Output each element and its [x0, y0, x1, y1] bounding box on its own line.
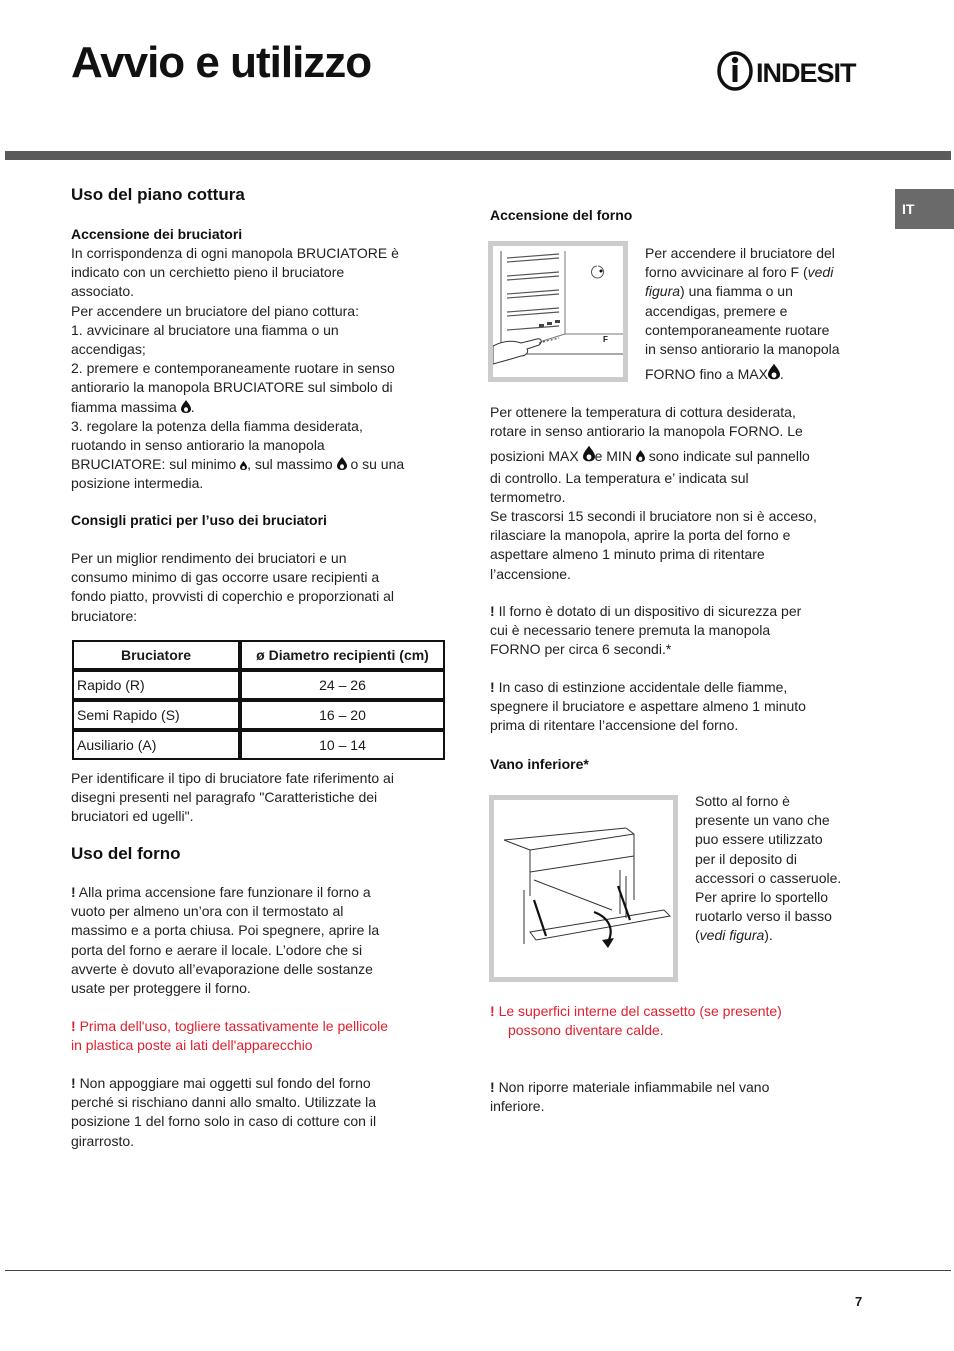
subheading-accensione-bruciatori: Accensione dei bruciatori — [71, 226, 243, 242]
header-divider — [5, 151, 951, 160]
warning-estinzione: ! In caso di estinzione accidentale delle fiamme, spegnere il bruciatore e aspettare almeno 1 minuto prima di ritentare l’accensione del forno. — [490, 679, 806, 734]
table-cell: 16 – 20 — [240, 700, 445, 730]
table-row — [72, 700, 445, 730]
flame-max-icon — [583, 445, 595, 462]
oven-figure — [488, 241, 628, 382]
burner-table — [72, 640, 445, 760]
table-header-cell: ø Diametro recipienti (cm) — [240, 640, 445, 670]
table-header-row — [72, 640, 445, 670]
table-row — [72, 730, 445, 760]
subheading-vano-inferiore: Vano inferiore* — [490, 756, 589, 772]
warning-fondo-forno: ! Non appoggiare mai oggetti sul fondo del forno perché si rischiano danni allo smalto. Utilizzate la posizione 1 del forno solo in caso di cotture con il girarrosto. — [71, 1075, 377, 1149]
vano-text: Sotto al forno è presente un vano che puo essere utilizzato per il deposito di accessori o casseruole. Per aprire lo sportello ruotarlo verso il basso (vedi figura). — [695, 793, 842, 944]
table-row — [72, 670, 445, 700]
accensione-forno-text: Per accendere il bruciatore del forno avvicinare al foro F (vedi figura) una fiamma o un accendigas, premere e contemporaneamente ruotare in senso antiorario la manopola FORNO fino a MAX . — [645, 245, 840, 383]
figure-label-f: F — [603, 335, 608, 344]
identificare-text: Per identificare il tipo di bruciatore fate riferimento ai disegni presenti nel paragrafo "Caratteristiche dei bruciatori ed ugelli". — [71, 770, 394, 825]
table-cell: Rapido (R) — [72, 670, 240, 700]
temperatura-text: Per ottenere la temperatura di cottura desiderata, rotare in senso antiorario la manopola FORNO. Le posizioni MAX e MIN sono indicate sul pannello di controllo. La temperatura e’ indicata sul termometro. Se trascorsi 15 secondi il bruciatore non si è acceso, rilasciare la manopola, aprire la porta del forno e aspettare almeno 1 minuto prima di ritentare l’accensione. — [490, 404, 817, 582]
flame-max-icon — [768, 363, 780, 380]
table-cell: 24 – 26 — [240, 670, 445, 700]
warning-pellicole: ! Prima dell'uso, togliere tassativamente le pellicole in plastica poste ai lati dell'apparecchio — [71, 1018, 389, 1054]
svg-text:INDESIT: INDESIT — [756, 58, 856, 88]
accensione-text: In corrispondenza di ogni manopola BRUCIATORE è indicato con un cerchietto pieno il bruciatore associato. Per accendere un bruciatore del piano cottura: 1. avvicinare al bruciatore una fiamma o un accendigas; 2. premere e contemporaneamente ruotare in senso antiorario la manopola BRUCIATORE sul simbolo di fiamma massima . 3. regolare la potenza della fiamma desiderata, ruotando in senso antiorario la manopola BRUCIATORE: sul minimo , sul massimo o su una posizione intermedia. — [71, 245, 405, 492]
flame-min-icon — [636, 450, 645, 462]
table-cell: 10 – 14 — [240, 730, 445, 760]
subheading-consigli: Consigli pratici per l’uso dei bruciatori — [71, 512, 327, 528]
subheading-accensione-forno: Accensione del forno — [490, 207, 633, 223]
flame-max-icon — [181, 400, 191, 413]
page-title: Avvio e utilizzo — [71, 38, 372, 87]
page-number: 7 — [855, 1294, 863, 1309]
consigli-text: Per un miglior rendimento dei bruciatori e un consumo minimo di gas occorre usare recipienti a fondo piatto, provvisti di coperchio e proporzionati al bruciatore: — [71, 550, 394, 624]
brand-logo — [716, 50, 868, 92]
flame-max-icon — [337, 457, 347, 470]
section-heading-forno: Uso del forno — [71, 844, 181, 863]
indesit-logo-icon — [716, 50, 868, 92]
footer-divider — [5, 1270, 951, 1271]
table-cell: Semi Rapido (S) — [72, 700, 240, 730]
warning-prima-accensione: ! Alla prima accensione fare funzionare il forno a vuoto per almeno un’ora con il termostato al massimo e a porta chiusa. Poi spegnere, aprire la porta del forno e aerare il locale. L’odore che si avverte è dovuto all’evaporazione delle sostanze usate per proteggere il forno. — [71, 884, 380, 997]
warning-superfici-calde: ! Le superfici interne del cassetto (se presente) possono diventare calde. — [490, 1003, 782, 1039]
table-cell: Ausiliario (A) — [72, 730, 240, 760]
warning-materiale-infiammabile: ! Non riporre materiale infiammabile nel vano inferiore. — [490, 1079, 770, 1115]
section-heading-piano: Uso del piano cottura — [71, 185, 245, 204]
language-tab: IT — [895, 189, 954, 229]
table-header-cell: Bruciatore — [72, 640, 240, 670]
warning-sicurezza: ! Il forno è dotato di un dispositivo di sicurezza per cui è necessario tenere premuta la manopola FORNO per circa 6 secondi.* — [490, 603, 802, 658]
drawer-figure — [489, 795, 678, 982]
